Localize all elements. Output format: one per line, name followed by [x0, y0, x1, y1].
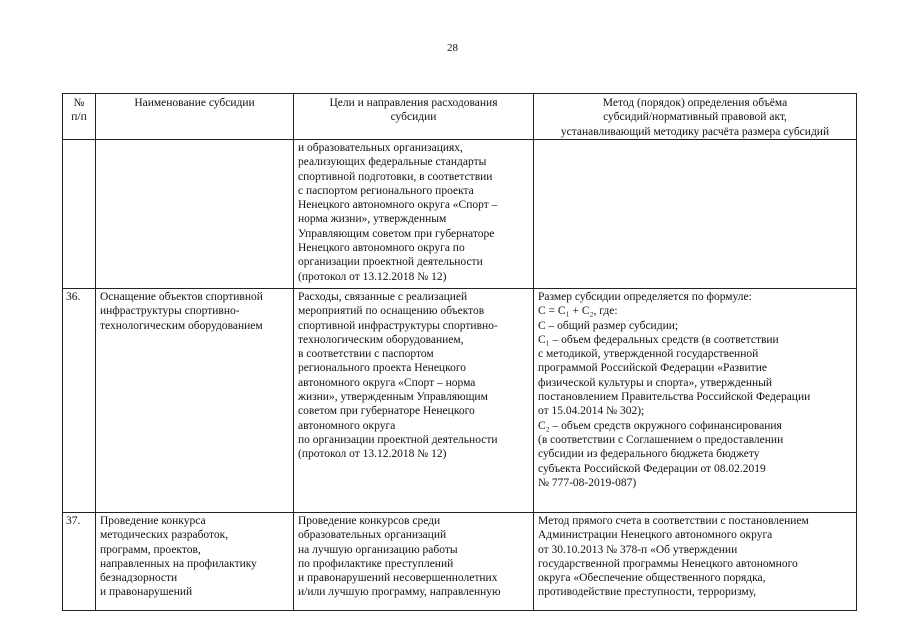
row-subsidy-name: Проведение конкурса методических разработок, программ, проектов, направленных на профилактику безнадзорности и правонарушений: [96, 513, 294, 611]
row-method: [534, 140, 857, 289]
header-method: Метод (порядок) определения объёма субсидий/нормативный правовой акт, устанавливающий методику расчёта размера субсидий: [534, 94, 857, 140]
header-number: № п/п: [63, 94, 96, 140]
table-row: [63, 513, 857, 611]
row-number: 36.: [63, 289, 96, 513]
page-number: 28: [447, 42, 458, 54]
row-goals: Расходы, связанные с реализацией мероприятий по оснащению объектов спортивной инфраструктуры спортивно- технологическим оборудованием, в соответствии с паспортом регионального проекта Ненецкого автономного округа «Спорт – норма жизни», утвержденным Управляющим советом при губернаторе Ненецкого автономного округа по организации проектной деятельности (протокол от 13.12.2018 № 12): [294, 289, 534, 513]
table-row: [63, 289, 857, 513]
table-row: [63, 140, 857, 289]
row-method: Метод прямого счета в соответствии с постановлением Администрации Ненецкого автономного округа от 30.10.2013 № 378-п «Об утверждении государственной программы Ненецкого автономного округа «Обеспечение общественного порядка, противодействие преступности, терроризму,: [534, 513, 857, 611]
subsidies-table: [62, 93, 857, 611]
row-goals: Проведение конкурсов среди образовательных организаций на лучшую организацию работы по профилактике преступлений и правонарушений несовершеннолетних и/или лучшую программу, направленную: [294, 513, 534, 611]
header-subsidy-name: Наименование субсидии: [96, 94, 294, 140]
row-subsidy-name: Оснащение объектов спортивной инфраструктуры спортивно- технологическим оборудованием: [96, 289, 294, 513]
row-subsidy-name: [96, 140, 294, 289]
header-goals: Цели и направления расходования субсидии: [294, 94, 534, 140]
table-header-row: [63, 94, 857, 140]
row-number: 37.: [63, 513, 96, 611]
row-goals: и образовательных организациях, реализующих федеральные стандарты спортивной подготовки, в соответствии с паспортом регионального проекта Ненецкого автономного округа «Спорт – норма жизни», утвержденным Управляющим советом при губернаторе Ненецкого автономного округа по организации проектной деятельности (протокол от 13.12.2018 № 12): [294, 140, 534, 289]
row-method: Размер субсидии определяется по формуле: С = С₁ + С₂, где: С – общий размер субсидии; С₁ – объем федеральных средств (в соответствии с методикой, утвержденной государственной программой Российской Федерации «Развитие физической культуры и спорта», утвержденный постановлением Правительства Российской Федерации от 15.04.2014 № 302); С₂ – объем средств окружного софинансирования (в соответствии с Соглашением о предоставлении субсидии из федерального бюджета бюджету субъекта Российской Федерации от 08.02.2019 № 777-08-2019-087): [534, 289, 857, 513]
row-number: [63, 140, 96, 289]
